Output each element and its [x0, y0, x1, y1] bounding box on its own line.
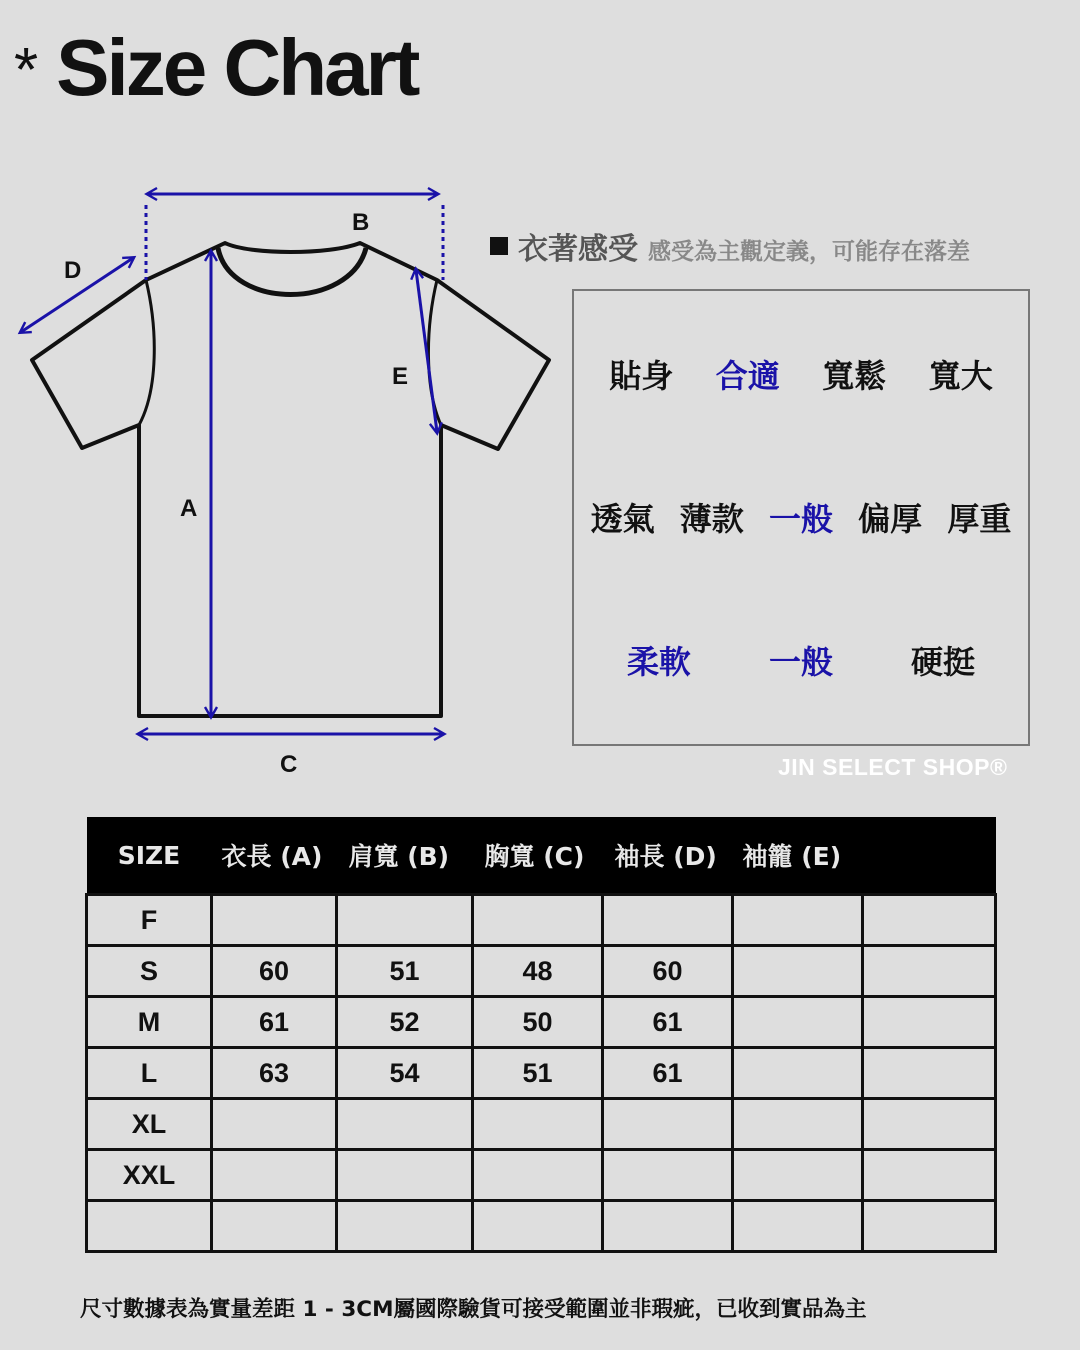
wear-feel-note: 感受為主觀定義，可能存在落差 [648, 239, 970, 265]
softness-option-selected: 一般 [768, 643, 833, 681]
table-cell: L [87, 1048, 212, 1099]
table-cell [733, 946, 863, 997]
label-e: E [392, 363, 409, 390]
table-row [87, 1099, 996, 1150]
table-cell: 48 [473, 946, 603, 997]
table-cell [473, 1099, 603, 1150]
table-cell: 60 [212, 946, 337, 997]
wear-feel-title: 衣著感受 [518, 232, 638, 267]
table-cell [212, 1201, 337, 1252]
table-cell [337, 1099, 473, 1150]
thickness-row [574, 494, 1028, 540]
header-empty [863, 817, 996, 895]
softness-row [574, 637, 1028, 683]
table-cell [212, 1099, 337, 1150]
table-cell: 61 [603, 1048, 733, 1099]
header-sleeve: 袖長 (D) [603, 817, 733, 895]
header-armhole: 袖籠 (E) [733, 817, 863, 895]
wear-feel-panel [572, 289, 1030, 746]
table-cell: 51 [473, 1048, 603, 1099]
table-cell [212, 1150, 337, 1201]
label-a: A [180, 495, 198, 522]
table-cell [603, 1201, 733, 1252]
table-cell: M [87, 997, 212, 1048]
table-row [87, 1201, 996, 1252]
table-cell [473, 1201, 603, 1252]
label-d: D [64, 257, 82, 284]
brand-watermark: JIN SELECT SHOP® [778, 754, 1008, 780]
table-cell [603, 895, 733, 946]
table-cell: F [87, 895, 212, 946]
fit-option-selected: 合適 [715, 357, 780, 395]
softness-option-selected: 柔軟 [626, 643, 691, 681]
table-cell [603, 1099, 733, 1150]
table-cell [337, 1150, 473, 1201]
table-cell [863, 946, 996, 997]
fit-option: 寬大 [928, 357, 993, 395]
header-size: SIZE [87, 817, 212, 895]
table-cell [733, 1048, 863, 1099]
table-row [87, 997, 996, 1048]
tshirt-outline [32, 243, 549, 716]
tshirt-measurement-diagram [0, 160, 560, 790]
footer-disclaimer: 尺寸數據表為實量差距 1 - 3CM屬國際驗貨可接受範圍並非瑕疵，已收到實品為主 [80, 1297, 867, 1322]
size-table [85, 817, 997, 1253]
table-cell: 60 [603, 946, 733, 997]
table-cell [473, 895, 603, 946]
table-cell [87, 1201, 212, 1252]
table-cell: XXL [87, 1150, 212, 1201]
table-cell: 50 [473, 997, 603, 1048]
table-cell [733, 1099, 863, 1150]
fit-option: 寬鬆 [822, 357, 887, 395]
table-cell: 51 [337, 946, 473, 997]
label-b: B [352, 209, 370, 236]
fit-row [574, 351, 1028, 397]
square-bullet-icon [490, 237, 508, 255]
table-cell [337, 895, 473, 946]
table-cell [603, 1150, 733, 1201]
table-cell: 52 [337, 997, 473, 1048]
table-cell [863, 997, 996, 1048]
thickness-option: 偏厚 [858, 500, 923, 538]
table-cell: S [87, 946, 212, 997]
table-cell [473, 1150, 603, 1201]
table-cell: 63 [212, 1048, 337, 1099]
table-cell [212, 895, 337, 946]
table-cell [733, 997, 863, 1048]
table-row [87, 895, 996, 946]
table-cell [733, 1201, 863, 1252]
table-cell [863, 1099, 996, 1150]
header-length: 衣長 (A) [212, 817, 337, 895]
fit-option: 貼身 [609, 357, 674, 395]
table-cell [733, 1150, 863, 1201]
wear-feel-heading [490, 224, 970, 268]
table-cell: XL [87, 1099, 212, 1150]
header-chest: 胸寬 (C) [473, 817, 603, 895]
table-cell: 54 [337, 1048, 473, 1099]
thickness-option: 透氣 [590, 500, 655, 538]
table-header-row [87, 817, 996, 895]
table-row [87, 946, 996, 997]
table-row [87, 1048, 996, 1099]
thickness-option: 薄款 [679, 500, 744, 538]
table-cell [733, 895, 863, 946]
thickness-option: 厚重 [947, 500, 1012, 538]
table-cell [863, 1201, 996, 1252]
table-cell: 61 [603, 997, 733, 1048]
header-shoulder: 肩寬 (B) [337, 817, 473, 895]
thickness-option-selected: 一般 [768, 500, 833, 538]
asterisk-icon: * [14, 36, 39, 105]
table-row [87, 1150, 996, 1201]
table-cell [337, 1201, 473, 1252]
title-text: Size Chart [56, 23, 418, 112]
softness-option: 硬挺 [910, 643, 975, 681]
table-cell [863, 1150, 996, 1201]
page-title [14, 23, 418, 112]
table-cell: 61 [212, 997, 337, 1048]
label-c: C [280, 751, 298, 778]
table-cell [863, 1048, 996, 1099]
table-cell [863, 895, 996, 946]
